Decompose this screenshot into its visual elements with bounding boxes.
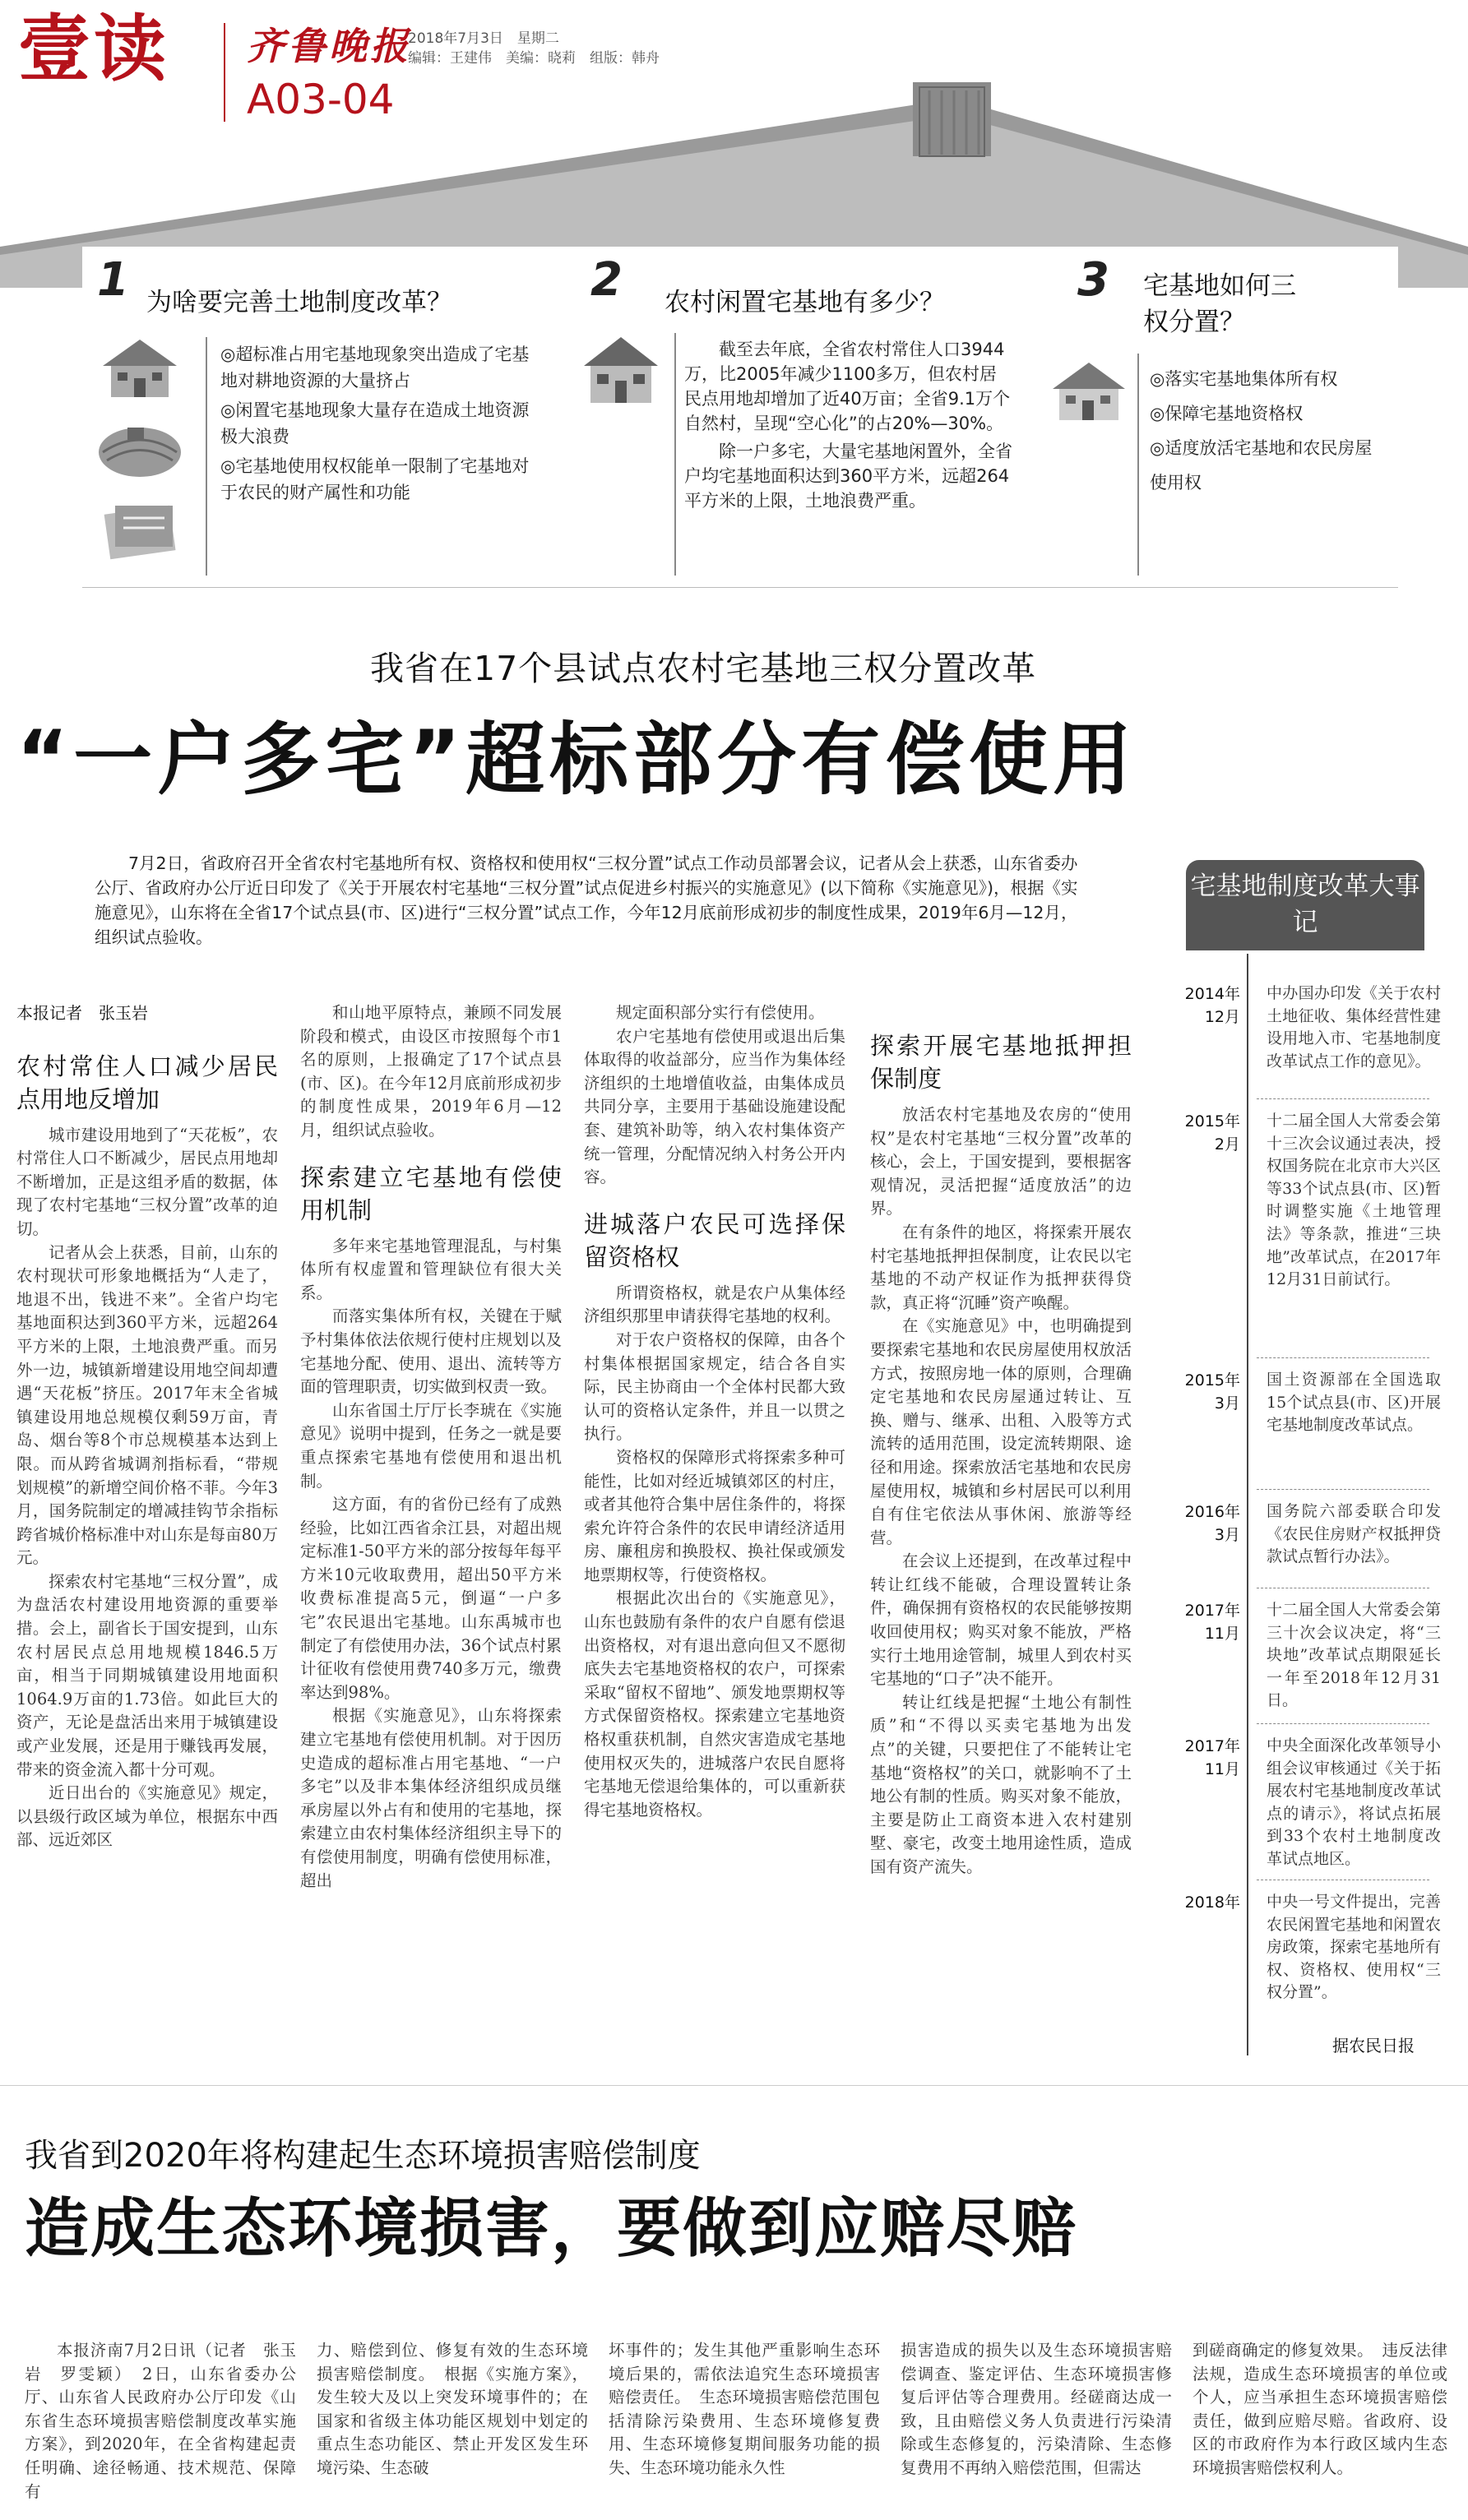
question-2-title: 农村闲置宅基地有多少？ — [665, 288, 945, 317]
timeline-title: 宅基地制度改革大事记 — [1186, 860, 1424, 950]
timeline-year: 2017年11月 — [1184, 1602, 1240, 1643]
article-1-paragraph: 所谓资格权，就是农户从集体经济组织那里申请获得宅基地的权利。 — [584, 1283, 845, 1326]
timeline-entry-text: 中办国办印发《关于农村土地征收、集体经营性建设用地入市、宅基地制度改革试点工作的意见》。 — [1267, 984, 1441, 1070]
timeline-entry-text: 十二届全国人大常委会第十三次会议通过表决，授权国务院在北京市大兴区等33个试点县(市、区)暂时调整实施《土地管理法》等条款，推进“三块地”改革试点，在2017年12月31日前试行。 — [1267, 1112, 1441, 1289]
article-1-paragraph: 探索农村宅基地“三权分置”，成为盘活农村建设用地资源的重要举措。会上，副省长于国安提到，山东农村居民点总用地规模1846.5万亩，相当于同期城镇建设用地面积1064.9万亩的1.73倍。如此巨大的资产，无论是盘活出来用于城镇建设或产业发展，还是用于赚钱再发展，带来的资金流入都十分可观。 — [16, 1571, 278, 1779]
article-1-subheading: 农村常住人口减少居民点用地反增加 — [16, 1052, 278, 1113]
article-1-column-3 — [584, 1001, 845, 1822]
article-2-column-3: 坏事件的；发生其他严重影响生态环境后果的，需依法追究生态环境损害赔偿责任。 生态环境损害赔偿范围包括清除污染费用、生态环境修复费用、生态环境修复期间服务功能的损失、生态环境功能永久性 — [609, 2341, 880, 2477]
question-3-list — [1150, 362, 1388, 500]
article-1-subheading: 探索建立宅基地有偿使用机制 — [300, 1163, 562, 1224]
question-2-body — [684, 337, 1013, 513]
question-3-item: ◎落实宅基地集体所有权 — [1150, 369, 1338, 389]
article-1-paragraph: 记者从会上获悉，目前，山东的农村现状可形象地概括为“人走了，地退不出，钱进不来”。全省户均宅基地面积达到360平方米，远超264平方米的上限，土地浪费严重。而另外一边，城镇新增建设用地空间却遭遇“天花板”挤压。2017年末全省城镇建设用地总规模仅剩59万亩，青岛、烟台等8个市总规模基本达到上限。而从跨省城调剂指标看，“带规划规模”的新增空间价格不菲。今年3月，国务院制定的增减挂钩节余指标跨省城价格标准中对山东是每亩80万元。 — [16, 1242, 278, 1568]
timeline-separator — [1257, 1489, 1429, 1490]
article-1-paragraph: 而落实集体所有权，关键在于赋予村集体依法依规行使村庄规划以及宅基地分配、使用、退出、流转等方面的管理职责，切实做到权责一致。 — [300, 1306, 562, 1397]
timeline-entry-text: 国务院六部委联合印发《农民住房财产权抵押贷款试点暂行办法》。 — [1267, 1502, 1441, 1566]
article-2-kicker: 我省到2020年将构建起生态环境损害赔偿制度 — [25, 2137, 701, 2175]
question-2-paragraph: 截至去年底，全省农村常住人口3944万，比2005年减少1100多万，但农村居民点用地却增加了近40万亩；全省9.1万个自然村，呈现“空心化”的占20%—30%。 — [684, 340, 1011, 433]
timeline-source: 据农民日报 — [1332, 2036, 1415, 2055]
timeline-year: 2017年11月 — [1184, 1737, 1240, 1778]
question-3-number: 3 — [1077, 253, 1109, 307]
timeline-year: 2014年12月 — [1184, 985, 1240, 1026]
article-1-paragraph: 根据《实施意见》，山东将探索建立宅基地有偿使用机制。对于因历史造成的超标准占用宅基地、“一户多宅”以及非本集体经济组织成员继承房屋以外占有和使用的宅基地，探索建立由农村集体经济组织主导下的有偿使用制度，明确有偿使用标准，超出 — [300, 1706, 562, 1890]
question-3-item: ◎保障宅基地资格权 — [1150, 404, 1304, 423]
paper-name-logo: 齐鲁晚报 — [247, 24, 411, 68]
article-1-paragraph: 资格权的保障形式将探索多种可能性，比如对经近城镇郊区的村庄，或者其他符合集中居住条件的，将探索允许符合条件的农民申请经济适用房、廉租房和换股权、换社保或颁发地票期权等，行使资格权。 — [584, 1447, 845, 1584]
timeline-year: 2016年3月 — [1184, 1503, 1240, 1544]
article-1-paragraph: 在会议上还提到，在改革过程中转让红线不能破，合理设置转让条件，确保拥有资格权的农民能够按期收回使用权；购买对象不能放，严格实行土地用途管制，城里人到农村买宅基地的“口子”决不能开。 — [870, 1551, 1132, 1689]
article-1-paragraph: 城市建设用地到了“天花板”，农村常住人口不断减少，居民点用地却不断增加，正是这组矛盾的数据，体现了农村宅基地“三权分置”改革的迫切。 — [16, 1125, 278, 1238]
timeline-entry-text: 十二届全国人大常委会第三十次会议决定，将“三块地”改革试点期限延长一年至2018年12月31日。 — [1267, 1601, 1441, 1710]
question-2-paragraph: 除一户多宅，大量宅基地闲置外，全省户均宅基地面积达到360平方米，远超264平方米的上限，土地浪费严重。 — [684, 442, 1012, 511]
article-1-column-1 — [16, 1001, 278, 1852]
issue-date: 2018年7月3日 星期二 — [408, 30, 559, 47]
byline: 本报记者 张玉岩 — [16, 1003, 148, 1023]
article-2-column-4: 损害造成的损失以及生态环境损害赔偿调查、鉴定评估、生态环境损害修复后评估等合理费用。经磋商达成一致，且由赔偿义务人负责进行污染清除或生态修复的，污染清除、生态修复费用不再纳入赔偿范围，但需达 — [901, 2341, 1172, 2477]
question-1-item: ◎闲置宅基地现象大量存在造成土地资源极大浪费 — [220, 400, 530, 446]
question-1-title: 为啥要完善土地制度改革？ — [146, 288, 452, 317]
article-1-paragraph: 规定面积部分实行有偿使用。 — [616, 1003, 825, 1022]
article-1-paragraph: 放活农村宅基地及农房的“使用权”是农村宅基地“三权分置”改革的核心，会上，于国安提到，要根据客观情况，灵活把握“适度放活”的边界。 — [870, 1105, 1132, 1218]
article-1-lead: 7月2日，省政府召开全省农村宅基地所有权、资格权和使用权“三权分置”试点工作动员部署会议，记者从会上获悉，山东省委办公厅、省政府办公厅近日印发了《关于开展农村宅基地“三权分置”试点促进乡村振兴的实施意见》(以下简称《实施意见》)，根据《实施意见》，山东将在全省17个试点县(市、区)进行“三权分置”试点工作，今年12月底前形成初步的制度性成果，2019年6月—12月，组织试点验收。 — [95, 853, 1078, 947]
house-icon — [1046, 358, 1132, 423]
article-2-column-5: 到磋商确定的修复效果。 违反法律法规，造成生态环境损害的单位或个人，应当承担生态环境损害赔偿责任，做到应赔尽赔。省政府、设区的市政府作为本行政区域内生态环境损害赔偿权利人。 — [1192, 2341, 1447, 2477]
house-icon — [576, 333, 666, 407]
article-1-paragraph: 在有条件的地区，将探索开展农村宅基地抵押担保制度，让农民以宅基地的不动产权证作为抵押获得贷款，真正将“沉睡”资产唤醒。 — [870, 1222, 1132, 1312]
timeline-year: 2015年2月 — [1184, 1112, 1240, 1154]
timeline-year: 2018年 — [1184, 1893, 1240, 1912]
article-1-paragraph: 对于农户资格权的保障，由各个村集体根据国家规定，结合各自实际，民主协商由一个全体村民都大致认可的资格认定条件，并且一以贯之执行。 — [584, 1329, 845, 1444]
timeline-entry-text: 中央一号文件提出，完善农民闲置宅基地和闲置农房政策，探索宅基地所有权、资格权、使用权“三权分置”。 — [1267, 1893, 1441, 2002]
article-1-column-4 — [870, 1011, 1132, 1880]
timeline-year: 2015年3月 — [1184, 1371, 1240, 1413]
article-1-paragraph: 多年来宅基地管理混乱，与村集体所有权虚置和管理缺位有很大关系。 — [300, 1236, 562, 1302]
article-2-column-1: 本报济南7月2日讯（记者 张玉岩 罗雯颖） 2日，山东省委办公厅、山东省人民政府办公厅印发《山东省生态环境损害赔偿制度改革实施方案》，到2020年，在全省构建起责任明确、途径畅通、技术规范、保障有 — [25, 2341, 296, 2501]
article-1-headline: “一户多宅”超标部分有偿使用 — [16, 714, 1137, 806]
article-1-paragraph: 近日出台的《实施意见》规定，以县级行政区域为单位，根据东中西部、远近郊区 — [16, 1783, 278, 1850]
article-1-subheading: 进城落户农民可选择保留资格权 — [584, 1209, 845, 1271]
house-icon — [95, 333, 185, 403]
question-1-list — [220, 341, 541, 506]
question-3-item: ◎适度放活宅基地和农民房屋使用权 — [1150, 438, 1373, 492]
page-number: A03-04 — [247, 76, 395, 123]
article-2-headline: 造成生态环境损害，要做到应赔尽赔 — [25, 2192, 1078, 2266]
question-1-rule — [206, 337, 207, 576]
article-1-paragraph: 和山地平原特点，兼顾不同发展阶段和模式，由设区市按照每个市1名的原则，上报确定了17个试点县(市、区)。在今年12月底前形成初步的制度性成果，2019年6月—12月，组织试点验收。 — [300, 1003, 562, 1140]
timeline-entry-text: 中央全面深化改革领导小组会议审核通过《关于拓展农村宅基地制度改革试点的请示》，将试点拓展到33个农村土地制度改革试点地区。 — [1267, 1736, 1441, 1868]
timeline-separator — [1257, 1723, 1429, 1724]
article-1-kicker: 我省在17个县试点农村宅基地三权分置改革 — [370, 649, 1037, 688]
timeline-entry-text: 国土资源部在全国选取15个试点县(市、区)开展宅基地制度改革试点。 — [1267, 1371, 1441, 1435]
timeline-rule — [1247, 954, 1248, 2055]
question-1-number: 1 — [97, 253, 129, 307]
article-1-paragraph: 这方面，有的省份已经有了成熟经验，比如江西省余江县，对超出规定标准1-50平方米的部分按每年每平方米10元收取费用，超出50平方米收费标准提高5元，倒逼“一户多宅”农民退出宅基地。山东禹城市也制定了有偿使用办法，36个试点村累计征收有偿使用费740多万元，缴费率达到98%。 — [300, 1495, 562, 1702]
article-1-paragraph: 根据此次出台的《实施意见》，山东也鼓励有条件的农户自愿有偿退出资格权，对有退出意向但又不愿彻底失去宅基地资格权的农户，可探索采取“留权不留地”、颁发地票期权等方式保留资格权。探索建立宅基地资格权重获机制，自然灾害造成宅基地使用权灭失的，进城落户农民自愿将宅基地无偿退给集体的，可以重新获得宅基地资格权。 — [584, 1588, 845, 1819]
farmland-icon — [95, 411, 185, 481]
article-1-paragraph: 农户宅基地有偿使用或退出后集体取得的收益部分，应当作为集体经济组织的土地增值收益，由集体成员共同分享，主要用于基础设施建设配套、建筑补助等，纳入农村集体资产统一管理，分配情况纳入村务公开内容。 — [584, 1026, 845, 1187]
article-1-subheading: 探索开展宅基地抵押担保制度 — [870, 1032, 1132, 1093]
article-1-paragraph: 山东省国土厅厅长李琥在《实施意见》说明中提到，任务之一就是要重点探索宅基地有偿使用和退出机制。 — [300, 1400, 562, 1491]
question-1-item: ◎宅基地使用权权能单一限制了宅基地对于农民的财产属性和功能 — [220, 456, 530, 502]
property-deed-icon — [95, 493, 185, 563]
article-1-paragraph: 转让红线是把握“土地公有制性质”和“不得以买卖宅基地为出发点”的关键，只要把住了不能转让宅基地“资格权”的关口，就影响不了土地公有制的性质。购买对象不能放，主要是防止工商资本进入农村建别墅、豪宅，改变土地用途性质，造成国有资产流失。 — [870, 1692, 1132, 1876]
article-2-column-2: 力、赔偿到位、修复有效的生态环境损害赔偿制度。 根据《实施方案》，发生较大及以上突发环境事件的；在国家和省级主体功能区规划中划定的重点生态功能区、禁止开发区发生环境污染、生态破 — [317, 2341, 588, 2477]
article-1-paragraph: 在《实施意见》中，也明确提到要探索宅基地和农民房屋使用权放活方式，按照房地一体的原则，合理确定宅基地和农民房屋通过转让、互换、赠与、继承、出租、入股等方式流转的适用范围，设定流转期限、途径和用途。探索放活宅基地和农民房屋使用权，城镇和乡村居民可以利用自有住宅依法从事休闲、旅游等经营。 — [870, 1316, 1132, 1547]
timeline-separator — [1257, 1098, 1429, 1099]
question-1-item: ◎超标准占用宅基地现象突出造成了宅基地对耕地资源的大量挤占 — [220, 344, 530, 391]
question-3-title: 宅基地如何三权分置？ — [1143, 271, 1296, 337]
section-divider — [0, 2085, 1468, 2086]
article-1-column-2 — [300, 1001, 562, 1893]
editor-credits: 编辑：王建伟 美编：晓莉 组版：韩舟 — [408, 50, 660, 67]
section-title: 壹读 — [18, 7, 170, 91]
question-2-rule — [674, 333, 676, 576]
timeline-separator — [1257, 1357, 1429, 1358]
question-3-rule — [1137, 354, 1139, 576]
question-2-number: 2 — [590, 253, 623, 307]
